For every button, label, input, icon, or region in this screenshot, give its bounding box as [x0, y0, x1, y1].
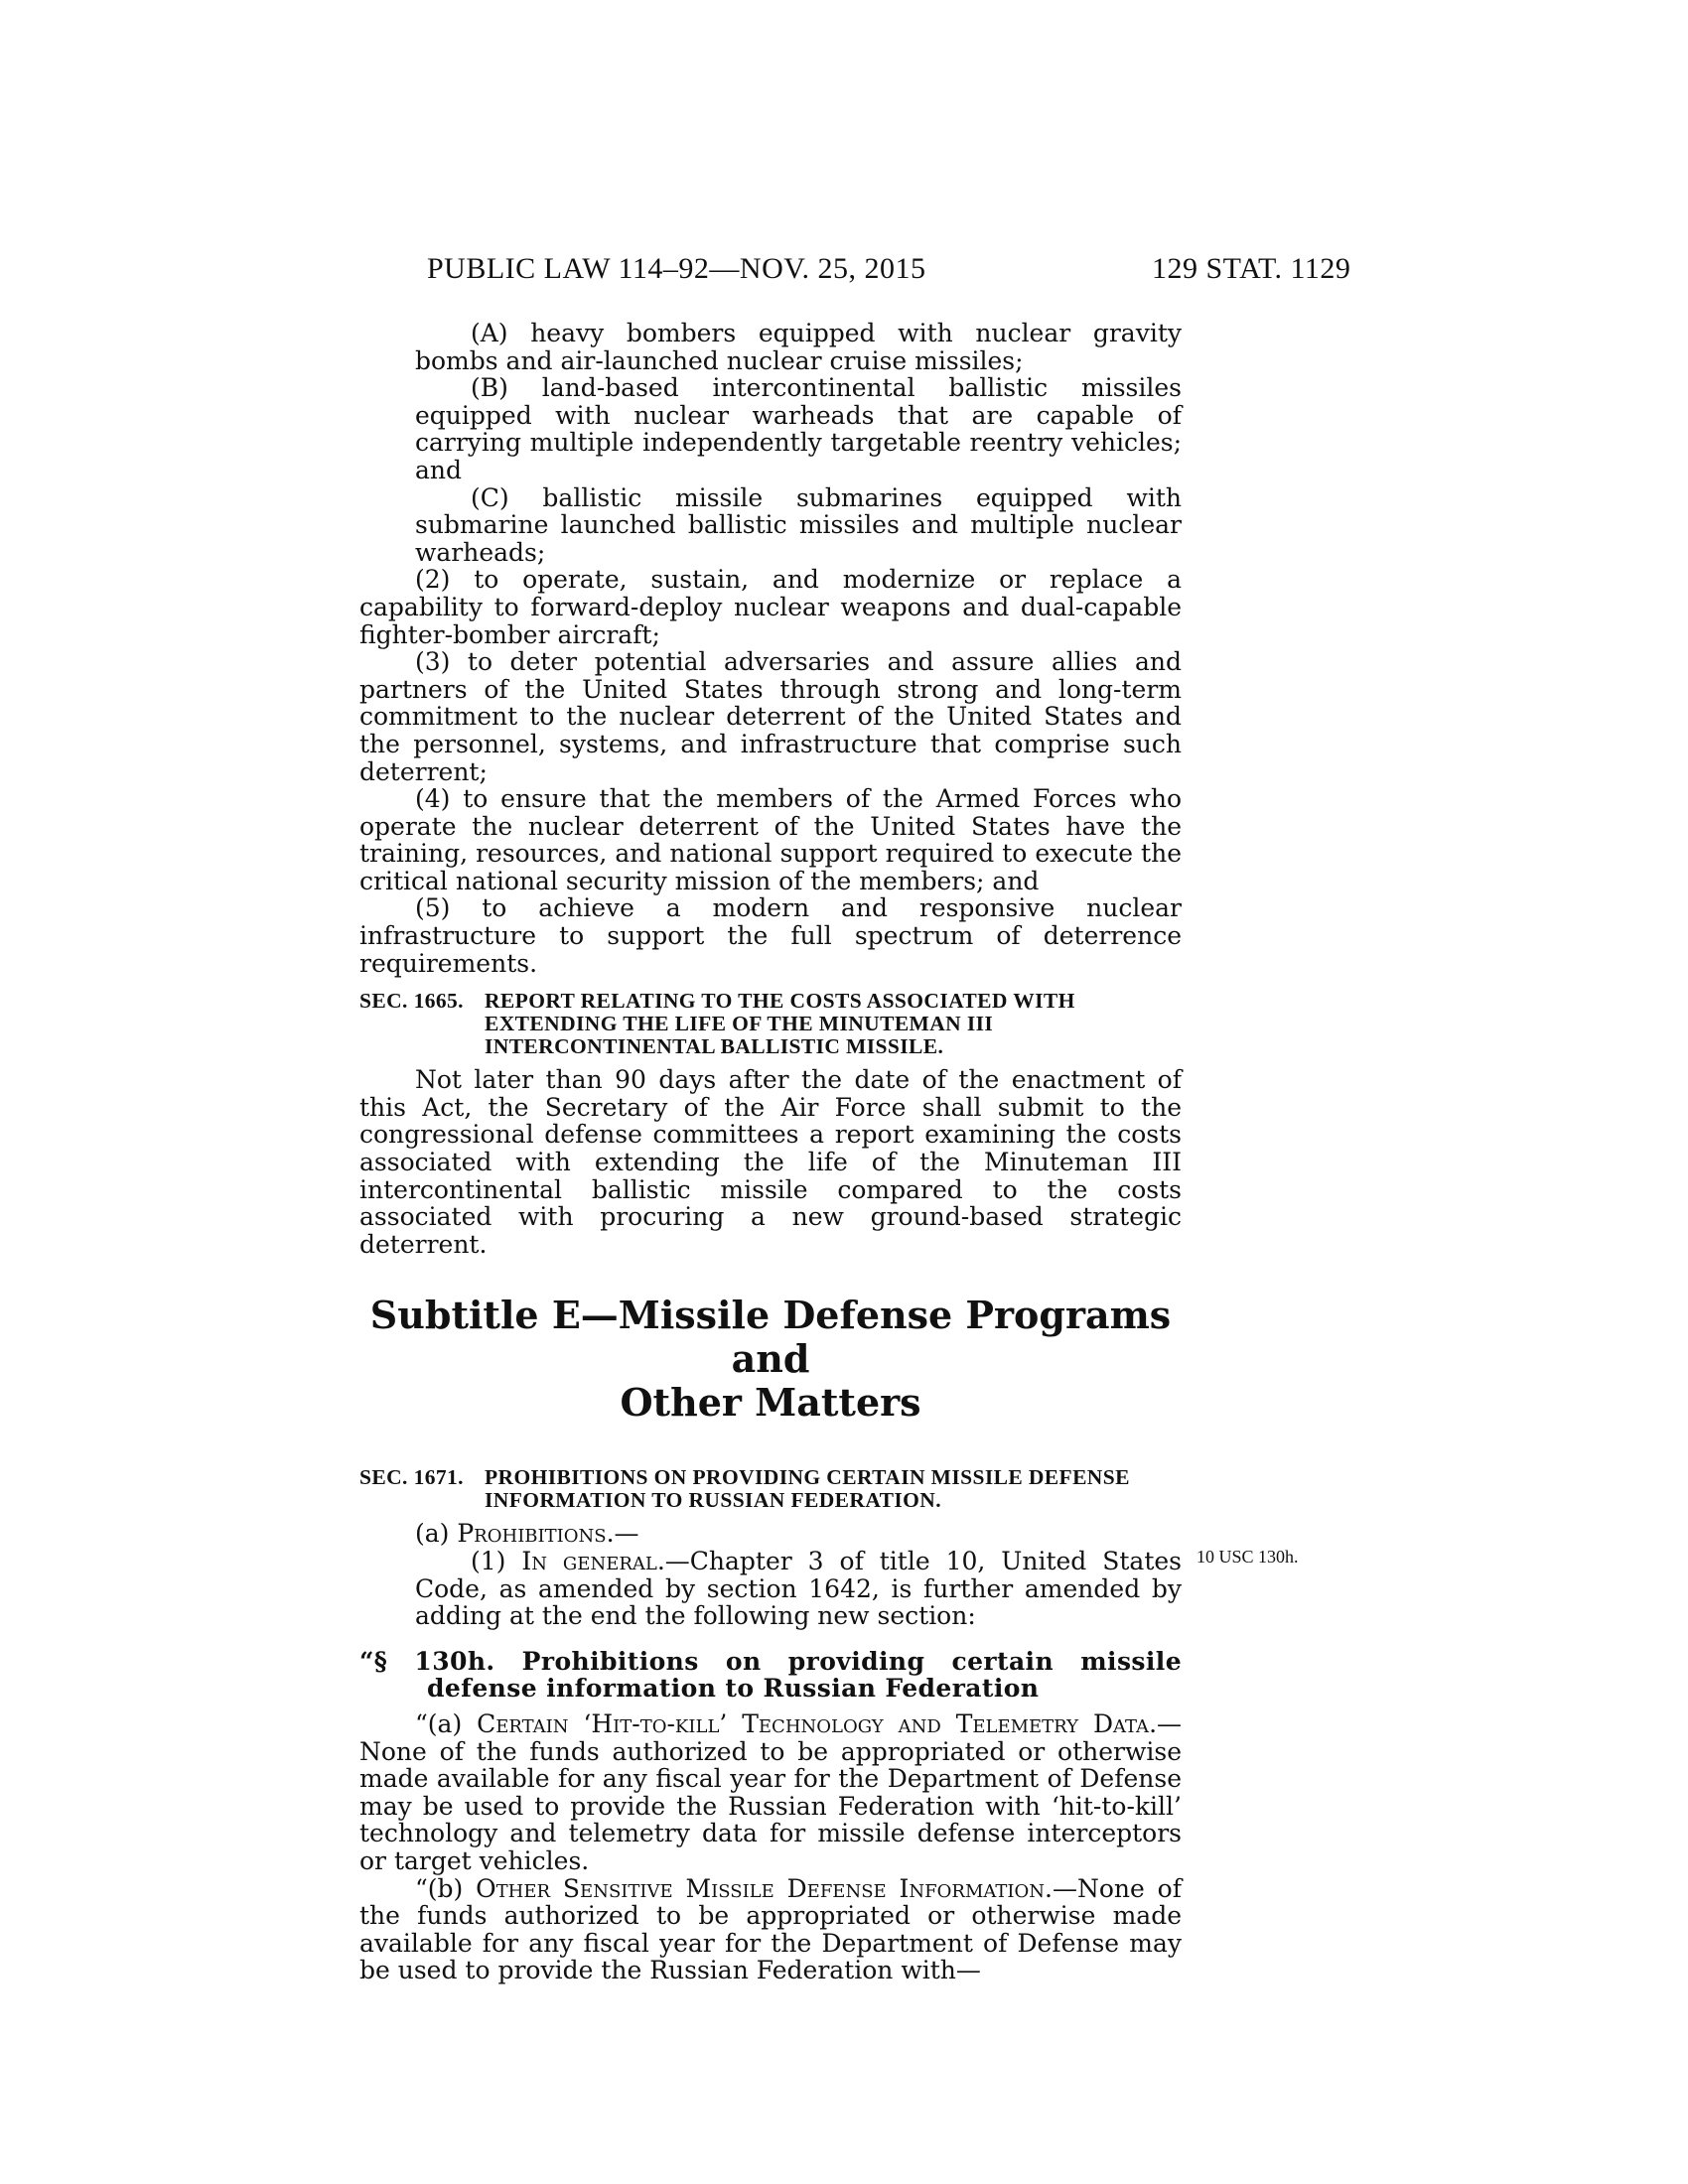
clause-c: (C) ballistic missile submarines equipped with submarine launched ballistic missiles and multiple nuclear warheads; — [415, 482, 1182, 567]
paragraph-3: (3) to deter potential adversaries and assure allies and partners of the United States through strong and long-term commitment to the nuclear deterrent of the United States and the personnel, systems, and infrastructure that comprise such deterrent; — [359, 647, 1182, 786]
subsection-a-prohibitions — [359, 1520, 1182, 1548]
subtitle-line-2: Other Matters — [620, 1380, 921, 1426]
paragraph-1-heading: In general — [521, 1547, 657, 1575]
subsection-a-label: (a) — [415, 1519, 458, 1549]
margin-note-usc: 10 USC 130h. — [1196, 1547, 1299, 1567]
subtitle-line-1: Subtitle E—Missile Defense Programs and — [369, 1293, 1172, 1382]
clause-a: (A) heavy bombers equipped with nuclear gravity bombs and air-launched nuclear cruise missiles; — [415, 319, 1182, 375]
page-body — [359, 320, 1182, 1984]
paragraph-4: (4) to ensure that the members of the Armed Forces who operate the nuclear deterrent of the United States have the training, resources, and national support required to execute the critical national security mission of the members; and — [359, 784, 1182, 895]
section-1665-text: Not later than 90 days after the date of the enactment of this Act, the Secretary of the Air Force shall submit to the congressional defense committees a report examining the costs associated with extending the life of the Minuteman III intercontinental ballistic missile compared to the costs associated with procuring a new ground-based strategic deterrent. — [359, 1065, 1182, 1259]
public-law-citation: PUBLIC LAW 114–92—NOV. 25, 2015 — [427, 252, 926, 285]
section-1665-heading — [359, 990, 1182, 1058]
subsection-a-dash: .— — [606, 1519, 639, 1549]
subsection-130h-a-heading: Certain ‘Hit-to-kill’ Technology and Telemetry Data — [477, 1708, 1150, 1738]
section-1671-heading — [359, 1466, 1182, 1512]
section-1671-title: PROHIBITIONS ON PROVIDING CERTAIN MISSILE DEFENSE INFORMATION TO RUSSIAN FEDERATION. — [485, 1465, 1130, 1513]
statute-page-number: 129 STAT. 1129 — [1152, 252, 1351, 285]
subtitle-heading — [359, 1294, 1182, 1425]
section-1665-title: REPORT RELATING TO THE COSTS ASSOCIATED WITH EXTENDING THE LIFE OF THE MINUTEMAN III INTERCONTINENTAL BALLISTIC MISSILE. — [485, 989, 1075, 1059]
section-1671-number: SEC. 1671. — [359, 1465, 464, 1490]
section-130h-subsection-a — [359, 1710, 1182, 1875]
paragraph-2: (2) to operate, sustain, and modernize or replace a capability to forward-deploy nuclear weapons and dual-capable fighter-bomber aircraft; — [359, 565, 1182, 649]
clause-b: (B) land-based intercontinental ballistic missiles equipped with nuclear warheads that are capable of carrying multiple independently targetable reentry vehicles; and — [415, 373, 1182, 484]
subsection-130h-b-heading: Other Sensitive Missile Defense Information — [476, 1873, 1046, 1903]
subsection-130h-b-text: .—None of the funds authorized to be appropriated or otherwise made available for any fiscal year for the Department of Defense may be used to provide the Russian Federation with— — [359, 1873, 1182, 1985]
paragraph-1-in-general — [359, 1548, 1182, 1630]
section-1665-number: SEC. 1665. — [359, 989, 464, 1014]
subsection-130h-a-text: .—None of the funds authorized to be appropriated or otherwise made available for any fiscal year for the Department of Defense may be used to provide the Russian Federation with ‘hit-to-kill’ technology and telemetry data for missile defense interceptors or target vehicles. — [359, 1708, 1183, 1875]
subsection-a-heading: Prohibitions — [457, 1519, 607, 1549]
paragraph-1-text: .—Chapter 3 of title 10, United States Code, as amended by section 1642, is further amended by adding at the end the following new section: — [415, 1547, 1182, 1631]
paragraph-5: (5) to achieve a modern and responsive nuclear infrastructure to support the full spectrum of deterrence requirements. — [359, 893, 1182, 978]
subsection-130h-b-label: “(b) — [415, 1873, 477, 1903]
section-130h-subsection-b — [359, 1875, 1182, 1984]
subsection-130h-a-label: “(a) — [415, 1708, 478, 1738]
section-130h-title: “§ 130h. Prohibitions on providing certain missile defense information to Russian Federation — [359, 1646, 1182, 1704]
paragraph-1-label: (1) — [471, 1547, 522, 1575]
